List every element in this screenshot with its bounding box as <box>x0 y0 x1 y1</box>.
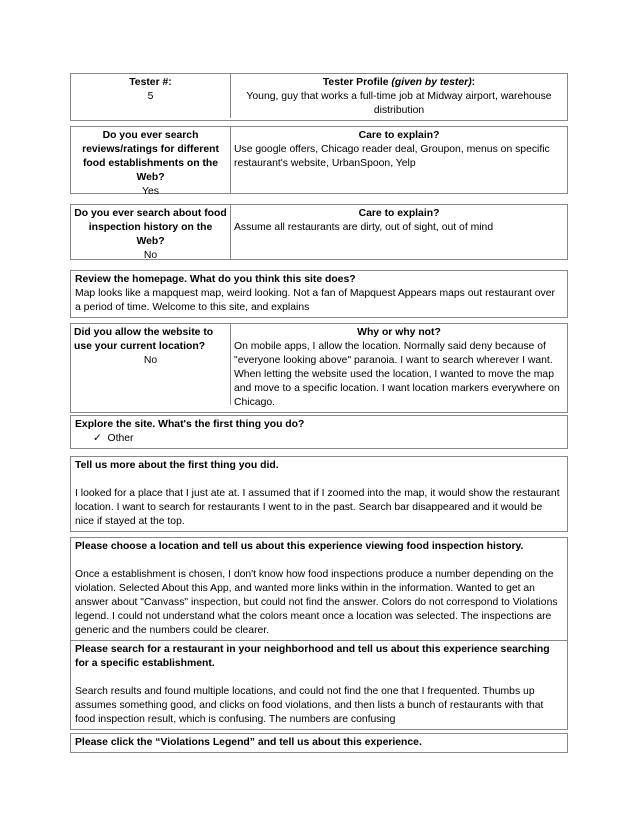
location-row <box>71 324 567 412</box>
search-reviews-explain-label: Care to explain? <box>358 130 440 141</box>
tester-row <box>71 74 567 120</box>
search-reviews-answer: Yes <box>142 186 159 197</box>
search-restaurant-question: Please search for a restaurant in your neighborhood and tell us about this experience searching for a specific establishment. <box>75 644 550 669</box>
violations-legend-question: Please click the “Violations Legend” and tell us about this experience. <box>75 737 422 748</box>
first-thing-answer: I looked for a place that I just ate at. I assumed that if I zoomed into the map, it would show the restaurant location. I want to search for restaurants I went to in the past. Search bar disappeared and it would be nice if stayed at the top. <box>75 488 560 527</box>
homepage-table <box>70 270 568 318</box>
location-question: Did you allow the website to use your current location? <box>74 327 214 352</box>
search-inspection-explain-cell <box>231 205 567 259</box>
homepage-answer: Map looks like a mapquest map, weird looking. Not a fan of Mapquest Appears maps out restaurant over a period of time. Welcome to this site, and explains <box>75 288 555 313</box>
explore-question: Explore the site. What's the first thing you do? <box>75 419 305 430</box>
spacer <box>75 554 563 568</box>
tester-number-label: Tester #: <box>129 77 172 88</box>
tester-profile-cell <box>231 74 567 120</box>
profile-label-suffix: : <box>471 77 476 88</box>
search-restaurant-answer: Search results and found multiple locations, and could not find the one that I frequented. Thumbs up assumes something good, and clicks on food violations, and then lists a bunch of restaurants with that food inspection result, which is confusing. The numbers are confusing <box>75 686 544 725</box>
location-table <box>70 323 568 413</box>
search-restaurant-table <box>70 640 568 730</box>
profile-label-italic: (given by tester) <box>391 77 472 88</box>
choose-location-table <box>70 537 568 641</box>
explore-option-label: Other <box>107 433 134 444</box>
search-reviews-question: Do you ever search reviews/ratings for different food establishments on the Web? <box>82 130 219 183</box>
spacer <box>75 671 563 685</box>
search-reviews-row <box>71 127 567 197</box>
profile-label-prefix: Tester Profile <box>322 77 392 88</box>
location-answer: No <box>143 355 158 366</box>
location-question-cell <box>71 324 231 405</box>
violations-legend-table <box>70 733 568 753</box>
search-reviews-explain-text: Use google offers, Chicago reader deal, Groupon, menus on specific restaurant's website, UrbanSpoon, Yelp <box>234 144 550 169</box>
search-inspection-question: Do you ever search about food inspection history on the Web? <box>74 208 227 247</box>
location-explain-cell <box>231 324 567 412</box>
tester-profile-label <box>234 76 564 90</box>
search-inspection-table <box>70 204 568 260</box>
check-icon: ✓ <box>93 433 102 444</box>
search-inspection-answer: No <box>143 250 158 261</box>
choose-location-question: Please choose a location and tell us about this experience viewing food inspection history. <box>75 541 524 552</box>
location-explain-text: On mobile apps, I allow the location. Normally said deny because of "everyone looking above" paranoia. I want to search wherever I want. When letting the website used the location, I wanted to move the map and move to a specific location. I want location markers everywhere on Chicago. <box>234 341 560 408</box>
first-thing-table <box>70 456 568 532</box>
search-inspection-question-cell <box>71 205 231 259</box>
spacer <box>75 473 563 487</box>
first-thing-question: Tell us more about the first thing you did. <box>75 460 279 471</box>
tester-profile-text: Young, guy that works a full-time job at Midway airport, warehouse distribution <box>246 91 552 116</box>
homepage-question: Review the homepage. What do you think this site does? <box>75 274 356 285</box>
search-reviews-explain-cell <box>231 127 567 193</box>
tester-number: 5 <box>147 91 154 102</box>
tester-number-cell <box>71 74 231 118</box>
search-inspection-explain-text: Assume all restaurants are dirty, out of sight, out of mind <box>234 222 494 233</box>
tester-table <box>70 73 568 121</box>
search-inspection-row <box>71 205 567 259</box>
explore-option <box>75 432 563 446</box>
search-reviews-question-cell <box>71 127 231 197</box>
location-explain-label: Why or why not? <box>357 327 441 338</box>
explore-table <box>70 415 568 449</box>
choose-location-answer: Once a establishment is chosen, I don't know how food inspections produce a number depending on the violation. Selected About this App, and wanted more links within in the information. Wanted to get an answer about "Canvass" inspection, but could not find the answer. Colors do not correspond to Violations legend. I could not understand what the colors meant once a location was selected. The inspections are generic and the numbers could be clearer. <box>75 569 558 636</box>
search-inspection-explain-label: Care to explain? <box>358 208 440 219</box>
search-reviews-table <box>70 126 568 197</box>
